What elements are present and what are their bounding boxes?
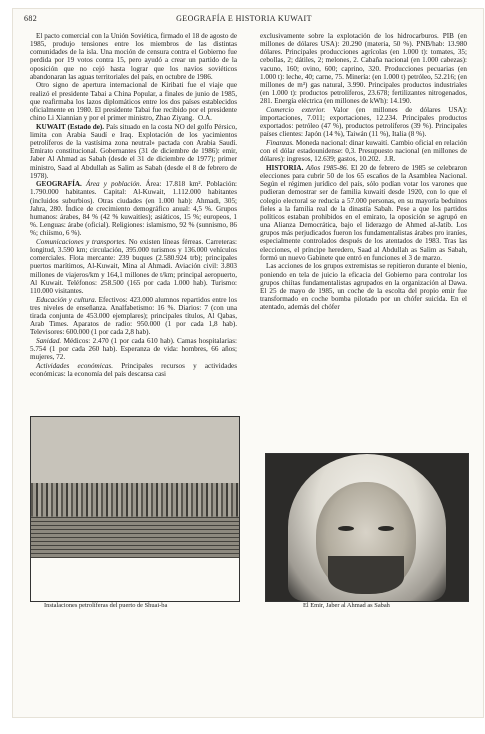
- subsection-label: Educación y cultura.: [36, 295, 97, 304]
- subsection-label: Comercio exterior.: [266, 105, 326, 114]
- left-text-column: [30, 32, 237, 378]
- paragraph: [30, 337, 237, 361]
- paragraph-text: País situado en la costa NO del golfo Pérsico, limita con Arabia Saudí e Iraq. Explotación de los yacimientos petrolíferos de la vastísima zona neutral» pactada con Arabia Saudí. Emirato constitucional. Gobernantes (31 de diciembre de 1986): emir, Jaber Al Ahmad as Sabah (desde el 31 de diciembre de 1977); primer ministro, Saad al Abdullah as Salim as Sabah (desde el 8 de febrero de 1978).: [30, 122, 237, 180]
- paragraph-text: Las acciones de los grupos extremistas se repitieron durante el bienio, poniendo en tela de juicio la eficacia del Gobierno para controlar los grupos chiítas fundamentalistas agrupados en la organización al Dawa. El 25 de mayo de 1985, un coche de la escolta del propio emir fue transformado en coche bomba pilotado por un chófer suicida. En el atentado, además del chófer: [260, 262, 467, 312]
- paragraph: [260, 262, 467, 311]
- subsection-label: Actividades económicas.: [36, 361, 113, 370]
- paragraph-text: Valor (en millones de dólares USA): importaciones, 7.011; exportaciones, 12.234. Principales productos exportados: petróleo (47 %), productos petrolíferos (39 %). Principales países clientes: Japón (14 %), Taiwán (11 %), Italia (8 %).: [260, 105, 467, 139]
- paragraph-text: El pacto comercial con la Unión Soviética, firmado el 18 de agosto de 1985, produjo tensiones entre los miembros de las distintas comunidades de la isla. Una moción de censura contra el Gobierno fue perdida por 19 votos contra 15, pero ayudó a crear un partido de la oposición que no cejó hasta lograr que los navíos soviéticos abandonaran las aguas territoriales del país, en octubre de 1986.: [30, 32, 237, 81]
- paragraph-text: El 20 de febrero de 1985 se celebraron elecciones para cubrir 50 de los 65 escaños de la Asamblea Nacional. Según el régimen jurídico del país, sólo podían votar los varones que pudieran demostrar ser de familia kuwaití desde 1920, con lo que el colegio electoral se reducía a 57.000 personas, en su mayoría beduinos fieles a la familia real de la dinastía Sabah. Pese a que los partidos políticos estaban prohibidos en el emirato, la oposición se agrupó en una Alianza Democrática, bajo el liderazgo de Ahmed al-Jatib. Los grupos más perjudicados fueron los fundamentalistas árabes pro iraníes, especialmente controlados después de los atentados de 1983. Tras las elecciones, el príncipe heredero, Saad al Abdullah as Salim as Sabah, formó un nuevo Gabinete que entró en funciones el 3 de marzo.: [260, 164, 468, 262]
- author-signature: O.A.: [198, 114, 212, 123]
- paragraph: [260, 164, 467, 262]
- paragraph: [30, 362, 237, 378]
- subsection-label: Años 1985-86.: [303, 164, 349, 172]
- paragraph-text: No existen líneas férreas. Carreteras: longitud, 3.590 km; circulación, 395.000 turismos y 136.000 vehículos comerciales. Flota mercante: 239 buques (2.580.924 trb); principales puertos marítimos, Al-Kuwait, Mina al Ahmadi. Aviación civil: 3.803 millones de viajeros/km y 164,1 millones de t/km; principal aeropuerto, Al Kuwait. Teléfonos: 258.500 (165 por cada 1.000 hab). Turismo: 110.000 visitantes.: [30, 237, 238, 295]
- oil-installations-caption: Instalaciones petrolíferas del puerto de Shuai-ba: [44, 602, 168, 609]
- left-eye-shape: [338, 526, 354, 531]
- paragraph-text: Principales recursos y actividades económicas: la economía del país descansa casi: [30, 361, 237, 378]
- paragraph: [30, 180, 237, 237]
- paragraph: [260, 32, 467, 105]
- paragraph-text: exclusivamente sobre la explotación de los hidrocarburos. PIB (en millones de dólares USA): 20.290 (materia, 50 %). PNB/hab: 13.980 dólares. Principales producciones agrícolas (en 1.000 t): tomates, 35; cebollas, 2; dátiles, 2; melones, 2. Cabaña nacional (en 1.000 cabezas): vacuno, 160; ovino, 600; caprino, 320. Producciones pecuarias (en 1.000 t): leche, 40; carne, 75. Minería: (en 1.000 t) petróleo, 52.216; (en millones de m³) gas natural, 3.990. Principales productos industriales (en 1.000 t): productos petrolíferos, 23.678; fertilizantes nitrogenados, 281. Energía eléctrica (en millones de kWh): 14.190.: [260, 32, 467, 106]
- page-title: GEOGRAFÍA E HISTORIA KUWAIT: [176, 14, 312, 23]
- paragraph-text: Otro signo de apertura internacional de Kiribati fue el viaje que realizó el presidente Tabai a China Popular, a finales de junio de 1985, que reafirmaba los lazos diplomáticos entre los dos países establecidos oficialmente en 1980. El presidente Tabai fue recibido por el presidente chino Li Xiannian y por el primer ministro, Zhao Ziyang.: [30, 81, 237, 123]
- emir-portrait-caption: El Emir, Jaber al Ahmad as Sabah: [303, 602, 390, 609]
- subsection-label: Comunicaciones y transportes.: [36, 237, 127, 246]
- subsection-label: Finanzas.: [266, 139, 294, 148]
- emir-portrait-photo: [265, 453, 469, 602]
- paragraph-text: Médicos: 2.470 (1 por cada 610 hab). Camas hospitalarias: 5.754 (1 por cada 260 hab). Esperanza de vida: hombres, 66 años; mujeres, 72.: [30, 336, 237, 362]
- paragraph-text: Área: 17.818 km². Población: 1.790.000 habitantes. Capital: Al-Kuwait, 1.112.000 habitantes (incluidos suburbios). Otras ciudades (en 1.000 hab): Ahmadi, 305; Jahra, 280. Índice de crecimiento demográfico anual: 4,5 %. Grupos humanos: árabes, 84 % (42 % kuwaitíes); asiáticos, 15 %; europeos, 1 %. Lenguas: árabe (oficial). Religiones: islamismo, 92 % (sunnismo, 86 %; chiísmo, 6 %).: [30, 180, 238, 238]
- paragraph-text: Moneda nacional: dinar kuwaití. Cambio oficial en relación con el dólar estadounidense: 0,3. Presupuesto nacional (en millones de dólares): ingresos, 12.639; gastos, 10.202.: [260, 139, 467, 164]
- paragraph: [30, 123, 237, 180]
- paragraph: [30, 238, 237, 295]
- paragraph: [260, 139, 467, 163]
- right-text-column: [260, 32, 467, 311]
- section-lead: HISTORIA.: [266, 164, 304, 172]
- subsection-label: Área y población.: [81, 180, 142, 189]
- oil-installations-photo: [30, 416, 240, 602]
- subsection-label: Sanidad.: [36, 336, 62, 345]
- page-header: [24, 14, 464, 32]
- beard-shape: [328, 556, 404, 594]
- paragraph-text: Efectivos: 423.000 alumnos repartidos entre los tres niveles de enseñanza. Analfabetismo: 16 %. Diarios: 7 (con una tirada conjunta de 453.000 ejemplares); principales títulos, Al Qabas, Arab Times. Aparatos de radio: 950.000 (1 por cada 1,8 hab). Televisores: 600.000 (1 por cada 2,8 hab).: [30, 295, 237, 337]
- right-eye-shape: [378, 526, 394, 531]
- section-lead: KUWAIT (Estado de).: [36, 122, 105, 131]
- section-lead: GEOGRAFÍA.: [36, 180, 82, 189]
- paragraph: [30, 296, 237, 337]
- author-signature: J.R.: [384, 155, 396, 164]
- paragraph: [260, 106, 467, 139]
- paragraph: [30, 81, 237, 122]
- paragraph: [30, 32, 237, 81]
- page-number: 682: [24, 14, 38, 23]
